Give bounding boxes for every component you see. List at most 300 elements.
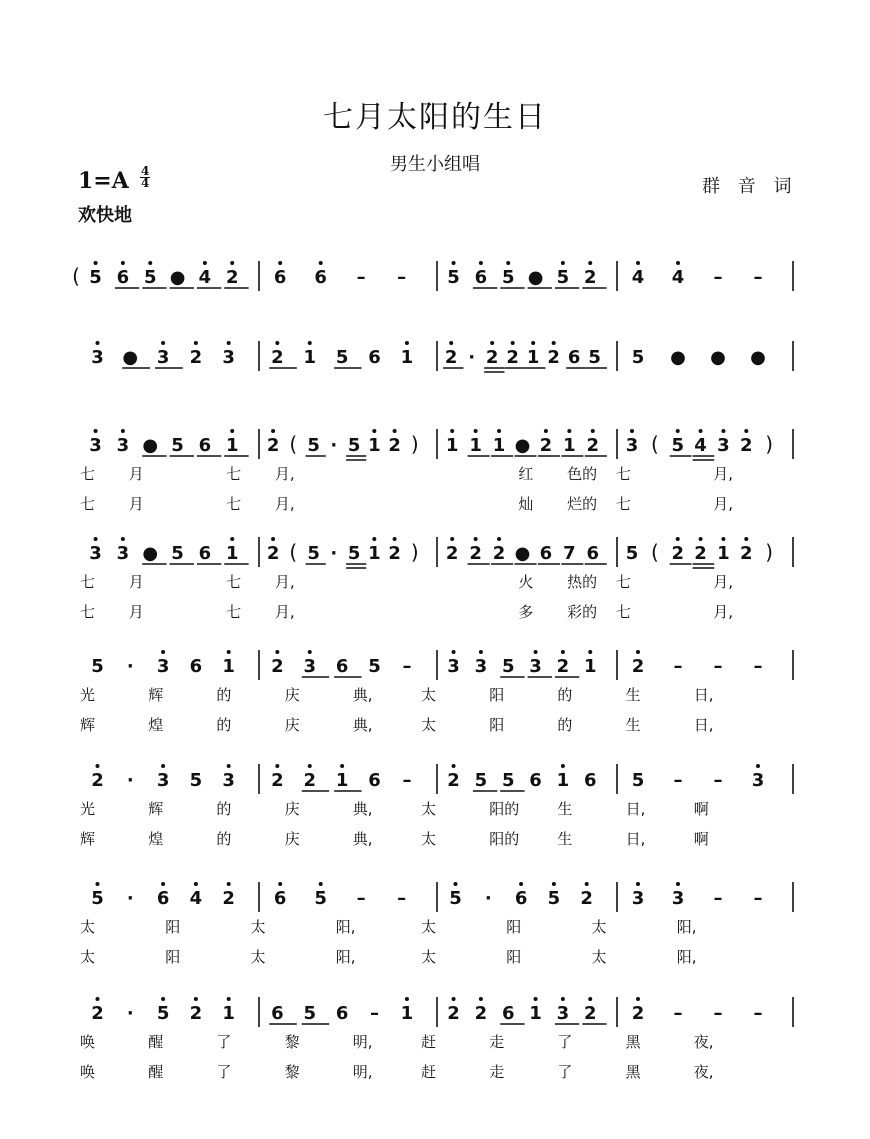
note: 5: [547, 888, 561, 909]
note: 2: [271, 770, 284, 791]
score-system: [91, 341, 793, 372]
note: 1: [222, 656, 235, 677]
lyric-word: 黎: [284, 1033, 300, 1051]
note: 6: [198, 543, 212, 564]
note: 6: [368, 347, 381, 368]
lyric-word: 月,: [713, 573, 734, 591]
note: 5: [91, 656, 104, 677]
octave-dot: [721, 537, 725, 541]
note: 2: [631, 1003, 645, 1024]
score-system: [80, 882, 793, 966]
lyric-word: 日,: [625, 830, 646, 848]
note: 3: [751, 770, 765, 791]
octave-dot: [227, 764, 231, 768]
octave-dot: [227, 882, 231, 886]
note: 2: [91, 770, 104, 791]
note: 3: [156, 656, 170, 677]
octave-dot: [271, 537, 275, 541]
lyric-word: 生: [625, 716, 641, 734]
octave-dot: [308, 764, 312, 768]
note: 6: [567, 347, 581, 368]
note: 2: [444, 347, 458, 368]
octave-dot: [636, 261, 640, 265]
octave-dot: [449, 341, 453, 345]
octave-dot: [94, 537, 98, 541]
note: 4: [694, 435, 707, 456]
lyric-word: 阳的: [489, 830, 520, 848]
note: 3: [156, 347, 170, 368]
note: 5: [368, 656, 381, 677]
note: 2: [225, 267, 239, 288]
octave-dot: [319, 882, 323, 886]
octave-dot: [271, 429, 275, 433]
lyric-word: 阳: [165, 948, 181, 966]
lyric-word: 黑: [625, 1063, 641, 1081]
lyric-word: 红: [518, 465, 534, 483]
note: ·: [330, 543, 338, 564]
octave-dot: [497, 429, 501, 433]
score-system: [80, 650, 793, 734]
score-system: [80, 997, 793, 1081]
note: 5: [307, 435, 320, 456]
note: 2: [266, 543, 280, 564]
note: 5: [171, 543, 184, 564]
octave-dot: [95, 341, 99, 345]
lyric-word: 月,: [713, 603, 734, 621]
note: 5: [588, 347, 601, 368]
octave-dot: [561, 261, 565, 265]
meter-top: 4: [141, 164, 150, 178]
note: ·: [330, 435, 338, 456]
octave-dot: [227, 341, 231, 345]
note: 5: [143, 267, 157, 288]
lyric-word: 七: [615, 573, 631, 591]
octave-dot: [275, 341, 279, 345]
lyric-word: 走: [489, 1063, 505, 1081]
octave-dot: [95, 882, 99, 886]
lyric-word: 太: [80, 918, 96, 936]
lyric-word: 庆: [284, 686, 300, 704]
dash-extension: –: [356, 267, 366, 288]
note: 1: [492, 435, 506, 456]
note: ·: [126, 656, 134, 677]
octave-dot: [636, 882, 640, 886]
note: 4: [671, 267, 685, 288]
note: ●: [142, 435, 159, 456]
octave-dot: [230, 261, 234, 265]
lyric-word: 赶: [421, 1063, 437, 1081]
tempo-marking: 欢快地: [78, 205, 132, 226]
octave-dot: [676, 882, 680, 886]
note: 5: [501, 770, 515, 791]
octave-dot: [479, 997, 483, 1001]
meter-bottom: 4: [141, 176, 150, 190]
note: 5: [347, 543, 361, 564]
octave-dot: [94, 429, 98, 433]
lyric-word: 明,: [352, 1033, 373, 1051]
key-signature: 1=A: [78, 168, 129, 194]
note: 1: [717, 543, 730, 564]
score-system: [72, 261, 793, 291]
dash-extension: –: [397, 888, 407, 909]
note: 4: [198, 267, 212, 288]
lyric-word: 七: [615, 603, 631, 621]
octave-dot: [230, 537, 234, 541]
lyric-word: 月,: [274, 495, 295, 513]
octave-dot: [676, 429, 680, 433]
lyric-word: 月,: [274, 573, 295, 591]
note: ·: [468, 347, 476, 368]
lyric-word: 日,: [693, 686, 714, 704]
lyric-word: 月: [128, 603, 144, 621]
octave-dot: [275, 764, 279, 768]
dash-extension: –: [713, 656, 723, 677]
score-system: [80, 537, 793, 621]
octave-dot: [676, 537, 680, 541]
lyric-word: 庆: [284, 716, 300, 734]
lyric-word: 黑: [625, 1033, 641, 1051]
note: 2: [694, 543, 707, 564]
octave-dot: [531, 341, 535, 345]
note: 6: [273, 267, 287, 288]
note: 6: [314, 267, 327, 288]
octave-dot: [479, 650, 483, 654]
note: 2: [492, 543, 506, 564]
lyric-word: 阳: [489, 716, 505, 734]
note: 2: [469, 543, 482, 564]
note: 2: [539, 435, 553, 456]
octave-dot: [203, 261, 207, 265]
note: 6: [586, 543, 600, 564]
note: 3: [631, 888, 645, 909]
octave-dot: [230, 429, 234, 433]
note: 5: [501, 656, 515, 677]
note: 2: [266, 435, 280, 456]
octave-dot: [161, 882, 165, 886]
octave-dot: [121, 261, 125, 265]
octave-dot: [588, 261, 592, 265]
lyric-word: 走: [489, 1033, 505, 1051]
lyric-word: 啊: [693, 830, 709, 848]
lyric-word: 的: [216, 716, 232, 734]
lyric-word: 醒: [148, 1033, 164, 1051]
lyric-word: 典,: [352, 716, 373, 734]
lyric-word: 太: [421, 830, 437, 848]
note: 1: [368, 543, 381, 564]
dash-extension: –: [713, 888, 723, 909]
note: 6: [539, 543, 553, 564]
dash-extension: –: [402, 770, 412, 791]
lyric-word: 阳: [489, 686, 505, 704]
lyric-word: 阳: [506, 918, 522, 936]
note: 1: [225, 435, 239, 456]
octave-dot: [95, 764, 99, 768]
lyric-word: 光: [80, 800, 96, 818]
lyric-word: 唤: [80, 1063, 96, 1081]
octave-dot: [319, 261, 323, 265]
octave-dot: [227, 997, 231, 1001]
note: 5: [89, 267, 102, 288]
octave-dot: [519, 882, 523, 886]
lyric-word: 太: [250, 948, 266, 966]
lyric-word: 太: [591, 918, 607, 936]
score-system: [80, 764, 793, 848]
octave-dot: [588, 997, 592, 1001]
lyric-word: 了: [557, 1033, 573, 1051]
note: 6: [501, 1003, 515, 1024]
octave-dot: [308, 650, 312, 654]
octave-dot: [405, 341, 409, 345]
lyric-word: 的: [216, 800, 232, 818]
note: 3: [556, 1003, 570, 1024]
note: 1: [556, 770, 570, 791]
note: 1: [469, 435, 482, 456]
note: 4: [631, 267, 645, 288]
octave-dot: [148, 261, 152, 265]
dash-extension: –: [713, 1003, 723, 1024]
lyric-word: 辉: [80, 716, 96, 734]
note: 2: [547, 347, 560, 368]
lyric-word: 了: [216, 1033, 232, 1051]
octave-dot: [161, 650, 165, 654]
lyric-word: 辉: [148, 800, 164, 818]
parenthesis: (: [289, 432, 298, 456]
lyric-word: 典,: [352, 800, 373, 818]
note: 2: [583, 267, 597, 288]
octave-dot: [121, 537, 125, 541]
note: ●: [670, 347, 686, 368]
lyric-word: 月: [128, 573, 144, 591]
lyric-word: 太: [421, 686, 437, 704]
lyric-word: 太: [421, 800, 437, 818]
note: 3: [89, 435, 102, 456]
note: 3: [303, 656, 317, 677]
note: 1: [563, 435, 576, 456]
lyric-word: 月,: [274, 603, 295, 621]
note: 5: [447, 267, 460, 288]
octave-dot: [308, 341, 312, 345]
note: 1: [583, 656, 597, 677]
octave-dot: [227, 650, 231, 654]
octave-dot: [393, 429, 397, 433]
note: 5: [335, 347, 349, 368]
note: 3: [529, 656, 542, 677]
octave-dot: [497, 537, 501, 541]
lyric-word: 阳,: [335, 948, 356, 966]
note: 1: [445, 435, 459, 456]
dash-extension: –: [402, 656, 412, 677]
note: ●: [169, 267, 186, 288]
dash-extension: –: [397, 267, 407, 288]
octave-dot: [452, 650, 456, 654]
lyric-word: 的: [557, 686, 573, 704]
note: 6: [529, 770, 542, 791]
parenthesis: (: [72, 264, 80, 288]
lyric-word: 唤: [80, 1033, 96, 1051]
note: 5: [631, 770, 645, 791]
note: 2: [556, 656, 570, 677]
note: 7: [563, 543, 576, 564]
lyric-word: 夜,: [693, 1063, 714, 1081]
note: 3: [222, 770, 235, 791]
note: 2: [671, 543, 684, 564]
note: 5: [556, 267, 570, 288]
note: 3: [116, 435, 130, 456]
octave-dot: [630, 429, 634, 433]
note: 6: [116, 267, 130, 288]
note: 6: [368, 770, 381, 791]
lyric-word: 月: [128, 465, 144, 483]
lyric-word: 热的: [567, 573, 598, 591]
lyric-word: 月,: [713, 465, 734, 483]
lyric-word: 了: [216, 1063, 232, 1081]
lyric-word: 月,: [713, 495, 734, 513]
note: 6: [474, 267, 488, 288]
octave-dot: [561, 650, 565, 654]
octave-dot: [591, 429, 595, 433]
octave-dot: [452, 997, 456, 1001]
lyric-word: 七: [226, 573, 242, 591]
note: 2: [506, 347, 519, 368]
octave-dot: [552, 341, 556, 345]
note: 3: [447, 656, 460, 677]
note: 1: [335, 770, 349, 791]
note: 6: [335, 1003, 349, 1024]
note: 5: [91, 888, 104, 909]
note: 5: [347, 435, 361, 456]
octave-dot: [567, 429, 571, 433]
octave-dot: [636, 650, 640, 654]
note: ·: [126, 888, 134, 909]
octave-dot: [372, 429, 376, 433]
lyric-word: 日,: [625, 800, 646, 818]
note: 5: [307, 543, 320, 564]
octave-dot: [676, 261, 680, 265]
octave-dot: [699, 537, 703, 541]
song-title: 七月太阳的生日: [323, 100, 547, 135]
lyric-word: 太: [421, 918, 437, 936]
octave-dot: [121, 429, 125, 433]
lyric-word: 火: [518, 573, 534, 591]
note: 5: [171, 435, 184, 456]
note: 6: [514, 888, 528, 909]
lyric-word: 太: [591, 948, 607, 966]
parenthesis: (: [650, 432, 659, 456]
lyric-word: 多: [518, 603, 534, 621]
lyric-word: 太: [421, 948, 437, 966]
note: 2: [447, 1003, 460, 1024]
lyric-word: 光: [80, 686, 96, 704]
lyric-word: 黎: [284, 1063, 300, 1081]
lyric-word: 赶: [421, 1033, 437, 1051]
note: 3: [91, 347, 104, 368]
octave-dot: [194, 341, 198, 345]
note: 4: [189, 888, 203, 909]
dash-extension: –: [753, 888, 763, 909]
parenthesis: ): [410, 540, 419, 564]
octave-dot: [744, 429, 748, 433]
parenthesis: ): [765, 540, 774, 564]
octave-dot: [636, 997, 640, 1001]
octave-dot: [561, 764, 565, 768]
octave-dot: [511, 341, 515, 345]
note: 2: [388, 435, 401, 456]
octave-dot: [534, 650, 538, 654]
octave-dot: [372, 537, 376, 541]
note: 2: [474, 1003, 488, 1024]
dash-extension: –: [713, 267, 723, 288]
dash-extension: –: [673, 1003, 683, 1024]
lyric-word: 生: [557, 800, 573, 818]
note: 2: [740, 543, 753, 564]
lyric-word: 七: [615, 465, 631, 483]
octave-dot: [340, 764, 344, 768]
note: 5: [156, 1003, 170, 1024]
dash-extension: –: [753, 1003, 763, 1024]
lyric-word: 生: [625, 686, 641, 704]
lyric-word: 烂的: [567, 495, 598, 513]
lyric-word: 太: [250, 918, 266, 936]
lyricist-credit: 群 音 词: [702, 176, 798, 197]
note: 6: [335, 656, 349, 677]
octave-dot: [194, 997, 198, 1001]
dash-extension: –: [370, 1003, 380, 1024]
lyric-word: 灿: [518, 495, 534, 513]
octave-dot: [452, 261, 456, 265]
octave-dot: [588, 650, 592, 654]
note: 1: [400, 347, 414, 368]
note: ●: [142, 543, 159, 564]
lyric-word: 七: [615, 495, 631, 513]
lyric-word: 七: [226, 603, 242, 621]
note: 6: [273, 888, 287, 909]
lyric-word: 明,: [352, 1063, 373, 1081]
octave-dot: [278, 882, 282, 886]
octave-dot: [450, 537, 454, 541]
note: 5: [625, 543, 639, 564]
lyric-word: 庆: [284, 800, 300, 818]
dash-extension: –: [356, 888, 366, 909]
lyric-word: 的: [216, 686, 232, 704]
note: 5: [449, 888, 462, 909]
note: 3: [156, 770, 170, 791]
note: ●: [514, 435, 531, 456]
parenthesis: (: [289, 540, 298, 564]
note: 2: [91, 1003, 104, 1024]
note: 3: [222, 347, 235, 368]
octave-dot: [161, 764, 165, 768]
dash-extension: –: [673, 770, 683, 791]
note: 5: [474, 770, 488, 791]
lyric-word: 煌: [148, 830, 164, 848]
lyric-word: 了: [557, 1063, 573, 1081]
note: 2: [447, 770, 460, 791]
note: 1: [303, 347, 317, 368]
note: 5: [631, 347, 645, 368]
lyric-word: 的: [216, 830, 232, 848]
lyric-word: 辉: [80, 830, 96, 848]
lyric-word: 醒: [148, 1063, 164, 1081]
note: 1: [368, 435, 381, 456]
note: ●: [514, 543, 531, 564]
lyric-word: 生: [557, 830, 573, 848]
note: 3: [474, 656, 488, 677]
note: 2: [271, 347, 284, 368]
note: 1: [225, 543, 239, 564]
parenthesis: (: [650, 540, 659, 564]
lyric-word: 色的: [567, 465, 598, 483]
note: 2: [445, 543, 459, 564]
